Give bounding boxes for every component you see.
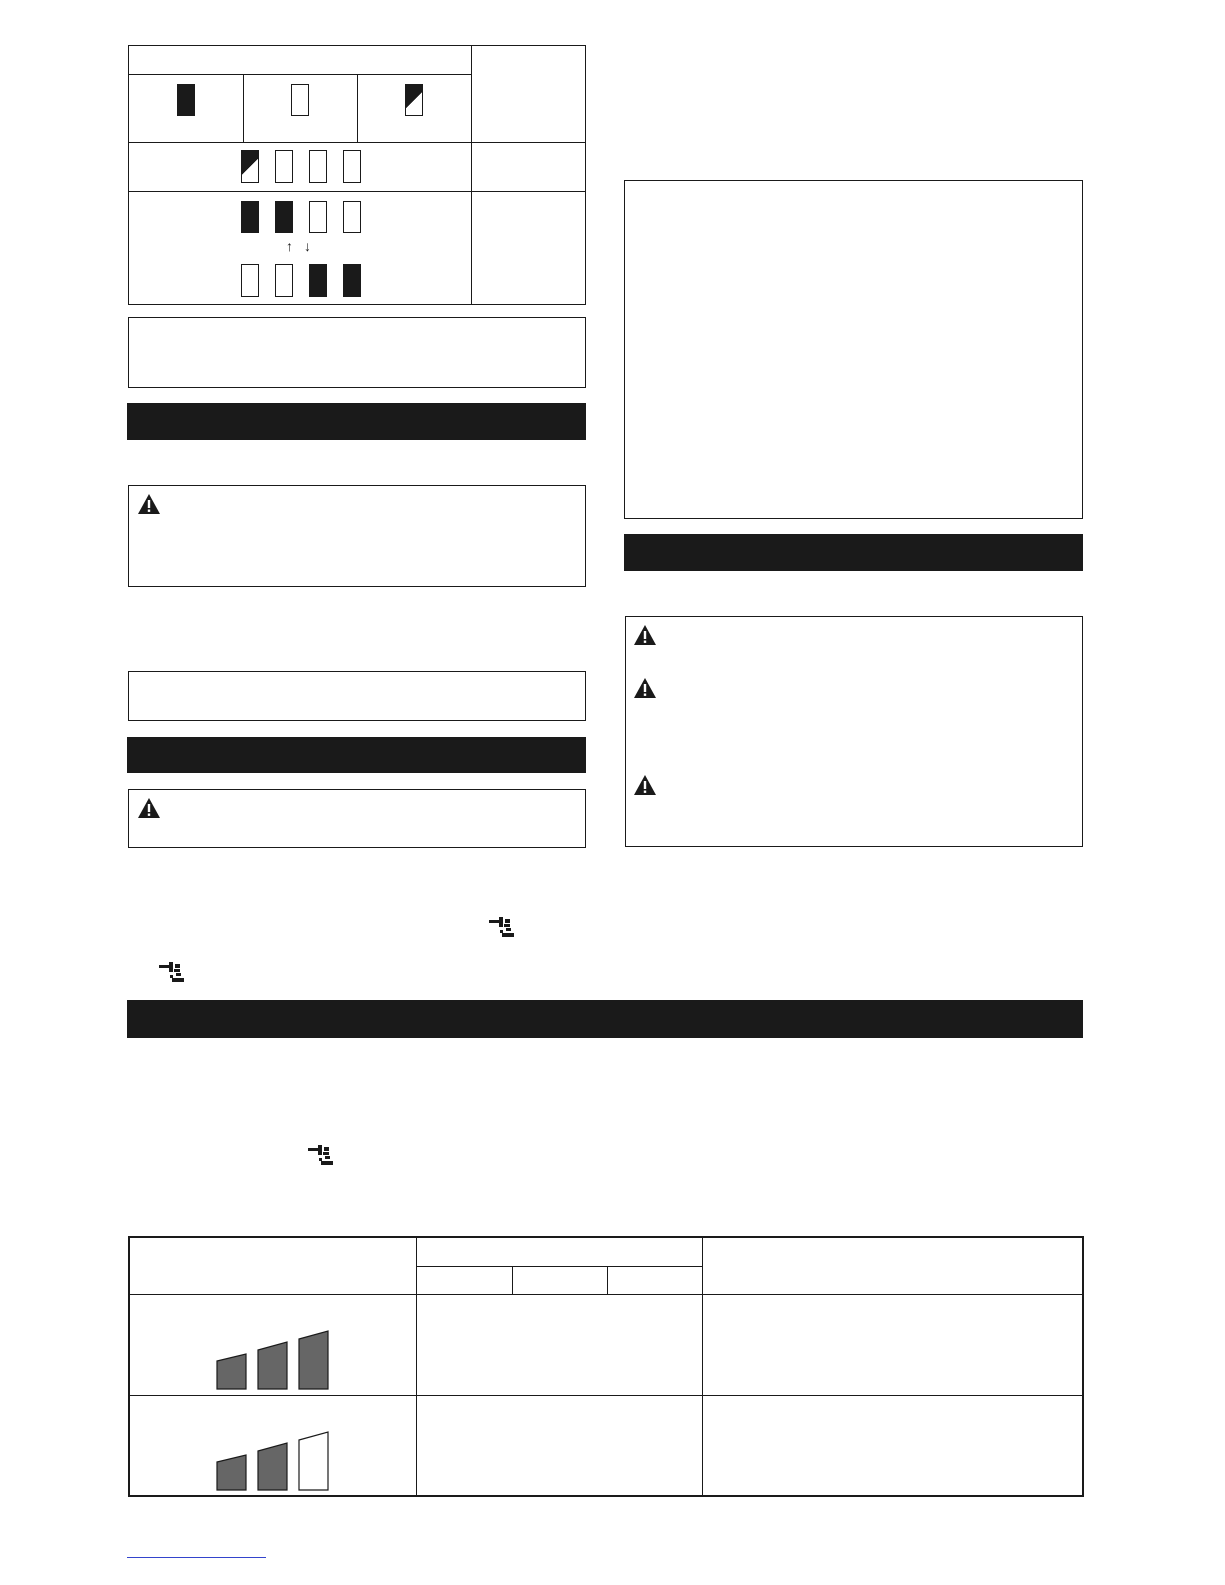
indicator-lamp-icon — [343, 201, 361, 233]
table-divider — [471, 46, 472, 304]
table-divider — [702, 1238, 703, 1495]
section-header-bar — [624, 534, 1083, 571]
section-header-bar — [127, 737, 586, 773]
table-divider — [607, 1266, 608, 1294]
footer-link-underline[interactable] — [127, 1557, 266, 1558]
note-box — [128, 671, 586, 721]
table-divider — [416, 1266, 702, 1267]
drill-mode-icon — [158, 962, 186, 986]
table-divider — [243, 74, 244, 142]
level-indicator-icon — [216, 1330, 332, 1392]
table-divider — [129, 74, 471, 75]
section-header-bar — [127, 1000, 1083, 1038]
up-arrow-icon: ↑ — [286, 238, 293, 254]
caution-box — [128, 789, 586, 848]
indicator-lamp-icon — [343, 264, 361, 297]
indicator-lamp-icon — [343, 150, 361, 183]
illustration-box — [624, 180, 1083, 519]
indicator-lamp-icon — [241, 264, 259, 297]
level-indicator-icon — [216, 1431, 332, 1493]
indicator-lamp-table — [128, 45, 586, 305]
mode-level-table — [128, 1236, 1084, 1497]
indicator-lamp-icon — [275, 264, 293, 297]
warning-triangle-icon — [633, 624, 657, 646]
table-divider — [357, 74, 358, 142]
indicator-lamp-icon — [309, 201, 327, 233]
caution-box — [625, 616, 1083, 847]
table-divider — [512, 1266, 513, 1294]
indicator-lamp-icon — [241, 150, 259, 183]
warning-triangle-icon — [137, 493, 161, 515]
table-divider — [129, 142, 585, 143]
drill-mode-icon — [488, 917, 516, 941]
indicator-lamp-icon — [309, 264, 327, 297]
section-header-bar — [127, 403, 586, 440]
table-divider — [130, 1294, 1082, 1295]
table-divider — [129, 191, 585, 192]
indicator-lamp-icon — [241, 201, 259, 233]
lamp-lit-legend-icon — [177, 84, 195, 116]
lamp-off-legend-icon — [291, 84, 309, 116]
lamp-blinking-legend-icon — [405, 84, 423, 116]
table-divider — [416, 1238, 417, 1495]
warning-triangle-icon — [137, 797, 161, 819]
down-arrow-icon: ↓ — [304, 238, 311, 254]
warning-triangle-icon — [633, 677, 657, 699]
indicator-lamp-icon — [275, 150, 293, 183]
warning-triangle-icon — [633, 774, 657, 796]
caution-box — [128, 485, 586, 587]
drill-mode-icon — [307, 1145, 335, 1169]
indicator-lamp-icon — [309, 150, 327, 183]
table-divider — [130, 1395, 1082, 1396]
indicator-lamp-icon — [275, 201, 293, 233]
note-box — [128, 317, 586, 388]
